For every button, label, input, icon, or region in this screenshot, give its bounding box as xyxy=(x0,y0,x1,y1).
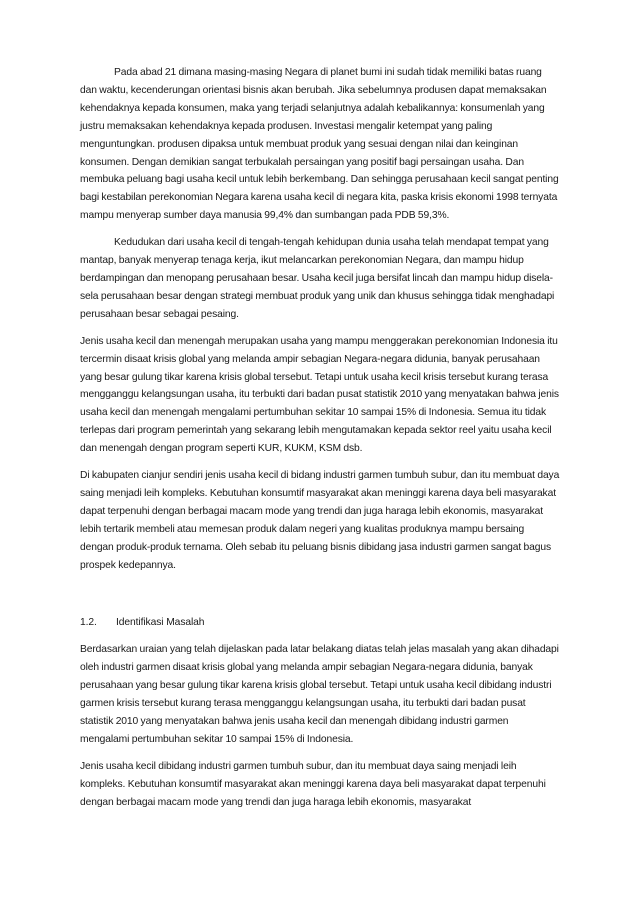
spacer xyxy=(80,749,560,758)
section-number: 1.2. xyxy=(80,617,97,629)
spacer xyxy=(80,632,560,641)
spacer xyxy=(80,574,560,614)
document-page xyxy=(80,64,560,812)
spacer xyxy=(80,225,560,234)
section-heading xyxy=(80,614,560,632)
spacer xyxy=(80,458,560,467)
section-paragraph-1: Berdasarkan uraian yang telah dijelaskan pada latar belakang diatas telah jelas masalah yang akan dihadapi oleh industri garmen disaat krisis global yang melanda ampir sebagian Negara-negara didunia, banyak perusahaan yang besar gulung tikar karena krisis global tersebut. Tetapi untuk usaha kecil dibidang industri garmen krisis tersebut kurang terasa mengganggu kelangsungan usaha, itu terbukti dari badan pusat statistik 2010 yang menyatakan bahwa jenis usaha kecil dan menengah dibidang industri garmen mengalami pertumbuhan sekitar 10 sampai 15% di Indonesia. xyxy=(80,644,559,745)
intro-paragraph-3: Jenis usaha kecil dan menengah merupakan usaha yang mampu menggerakan perekonomian Indonesia itu tercermin disaat krisis global yang melanda ampir sebagian Negara-negara didunia, banyak perusahaan yang besar gulung tikar karena krisis global tersebut. Tetapi untuk usaha kecil krisis tersebut kurang terasa mengganggu kelangsungan usaha, itu terbukti dari badan pusat statistik 2010 yang menyatakan bahwa jenis usaha kecil dan menengah mengalami pertumbuhan sekitar 10 sampai 15% di Indonesia. Semua itu tidak terlepas dari program pemerintah yang sekarang lebih mengutamakan kepada sektor reel yaitu usaha kecil dan menengah dengan program seperti KUR, KUKM, KSM dsb. xyxy=(80,335,559,455)
intro-paragraph-1: Pada abad 21 dimana masing-masing Negara di planet bumi ini sudah tidak memiliki batas ruang dan waktu, kecenderungan orientasi bisnis akan berubah. Jika sebelumnya produsen dapat memaksakan kehendaknya kepada konsumen, maka yang terjadi selanjutnya adalah kebalikannya: konsumenlah yang justru memaksakan kehendaknya kepada produsen. Investasi mengalir ketempat yang paling menguntungkan. produsen dipaksa untuk membuat produk yang sesuai dengan nilai dan keinginan konsumen. Dengan demikian sangat terbukalah persaingan yang positif bagi persaingan usaha. Dan membuka peluang bagi usaha kecil untuk lebih berkembang. Dan sehingga perusahaan kecil sangat penting bagi kestabilan perekonomian Negara karena usaha kecil di negara kita, paska krisis ekonomi 1998 ternyata mampu menyerap sumber daya manusia 99,4% dan sumbangan pada PDB 59,3%. xyxy=(80,67,559,222)
section-paragraph-2: Jenis usaha kecil dibidang industri garmen tumbuh subur, dan itu membuat daya saing menjadi leih kompleks. Kebutuhan konsumtif masyarakat akan meninggi karena daya beli masyarakat dapat terpenuhi dengan berbagai macam mode yang trendi dan juga haraga lebih ekonomis, masyarakat xyxy=(80,760,546,808)
spacer xyxy=(80,324,560,333)
intro-paragraph-4: Di kabupaten cianjur sendiri jenis usaha kecil di bidang industri garmen tumbuh subur, dan itu membuat daya saing menjadi leih kompleks. Kebutuhan konsumtif masyarakat akan meninggi karena daya beli masyarakat dapat terpenuhi dengan berbagai macam mode yang trendi dan juga haraga lebih ekonomis, masyarakat lebih tertarik membeli atau memesan produk dalam negeri yang kualitas produknya mampu bersaing dengan produk-produk ternama. Oleh sebab itu peluang bisnis dibidang jasa industri garmen sangat bagus prospek kedepannya. xyxy=(80,470,560,571)
section-title: Identifikasi Masalah xyxy=(116,617,205,629)
intro-paragraph-2: Kedudukan dari usaha kecil di tengah-tengah kehidupan dunia usaha telah mendapat tempat yang mantap, banyak menyerap tenaga kerja, ikut melancarkan perekonomian Negara, dan mampu hidup berdampingan dan menopang perusahaan besar. Usaha kecil juga bersifat lincah dan mampu hidup disela-sela perusahaan besar dengan strategi membuat produk yang unik dan khusus sehingga tidak menghadapi perusahaan besar sebagai pesaing. xyxy=(80,237,555,320)
